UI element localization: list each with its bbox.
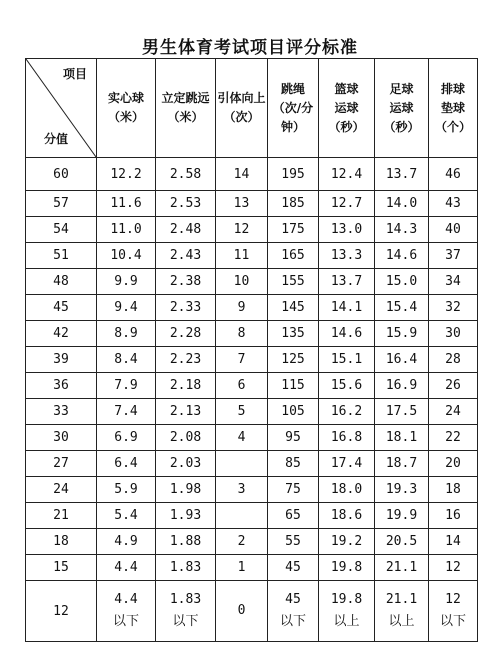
table-cell: 6.4 <box>97 451 156 477</box>
table-cell <box>319 581 375 642</box>
table-cell: 2.53 <box>156 191 216 217</box>
table-cell: 4.4 <box>97 555 156 581</box>
table-cell: 7.4 <box>97 399 156 425</box>
column-header: 足球 运球 （秒） <box>375 59 429 158</box>
score-cell: 36 <box>26 373 97 399</box>
column-header: 立定跳远 （米） <box>156 59 216 158</box>
table-row <box>26 158 478 191</box>
table-cell: 20 <box>429 451 478 477</box>
table-cell: 2.13 <box>156 399 216 425</box>
column-header: 引体向上 （次） <box>216 59 268 158</box>
table-row <box>26 295 478 321</box>
table-cell: 16.8 <box>319 425 375 451</box>
table-cell: 16.4 <box>375 347 429 373</box>
table-cell <box>97 581 156 642</box>
score-cell: 60 <box>26 158 97 191</box>
table-cell: 16.2 <box>319 399 375 425</box>
table-cell: 5 <box>216 399 268 425</box>
table-cell: 11.0 <box>97 217 156 243</box>
table-cell: 175 <box>268 217 319 243</box>
table-cell: 12.4 <box>319 158 375 191</box>
score-cell: 42 <box>26 321 97 347</box>
column-header: 排球 垫球 （个） <box>429 59 478 158</box>
table-cell: 16.9 <box>375 373 429 399</box>
table-cell: 15.9 <box>375 321 429 347</box>
table-row <box>26 503 478 529</box>
table-cell: 10 <box>216 269 268 295</box>
table-cell: 15.6 <box>319 373 375 399</box>
table-cell: 18.1 <box>375 425 429 451</box>
cell-value: 4.4 <box>114 592 138 607</box>
score-table <box>25 58 478 642</box>
table-cell <box>216 503 268 529</box>
table-cell: 37 <box>429 243 478 269</box>
table-cell: 14.3 <box>375 217 429 243</box>
table-row <box>26 269 478 295</box>
table-cell: 8 <box>216 321 268 347</box>
table-cell: 75 <box>268 477 319 503</box>
table-cell: 13.7 <box>319 269 375 295</box>
table-cell <box>375 581 429 642</box>
table-cell: 2.38 <box>156 269 216 295</box>
table-cell: 18.6 <box>319 503 375 529</box>
table-cell: 19.3 <box>375 477 429 503</box>
score-cell: 21 <box>26 503 97 529</box>
table-cell: 105 <box>268 399 319 425</box>
table-cell: 1.93 <box>156 503 216 529</box>
corner-header-cell <box>26 59 97 158</box>
cell-value: 0 <box>237 603 246 618</box>
table-cell: 115 <box>268 373 319 399</box>
table-cell: 19.9 <box>375 503 429 529</box>
table-cell: 155 <box>268 269 319 295</box>
table-cell: 2.43 <box>156 243 216 269</box>
table-cell: 8.4 <box>97 347 156 373</box>
table-cell: 12.2 <box>97 158 156 191</box>
table-cell: 2.48 <box>156 217 216 243</box>
table-cell: 26 <box>429 373 478 399</box>
table-cell: 2.33 <box>156 295 216 321</box>
table-cell: 17.5 <box>375 399 429 425</box>
cell-suffix: 以下 <box>279 614 306 629</box>
table-cell: 2.03 <box>156 451 216 477</box>
page-title: 男生体育考试项目评分标准 <box>142 38 358 58</box>
table-cell: 11.6 <box>97 191 156 217</box>
table-row <box>26 555 478 581</box>
column-header: 跳绳 （次/分 钟） <box>268 59 319 158</box>
table-cell: 3 <box>216 477 268 503</box>
cell-value: 21.1 <box>385 592 418 607</box>
table-cell: 15.4 <box>375 295 429 321</box>
corner-label-score: 分值 <box>44 132 69 146</box>
cell-value: 1.83 <box>169 592 202 607</box>
table-row <box>26 425 478 451</box>
table-cell: 19.2 <box>319 529 375 555</box>
table-cell: 30 <box>429 321 478 347</box>
score-cell: 51 <box>26 243 97 269</box>
cell-suffix: 以下 <box>172 614 199 629</box>
table-cell: 18.7 <box>375 451 429 477</box>
table-cell: 1.98 <box>156 477 216 503</box>
table-cell: 14 <box>429 529 478 555</box>
table-row <box>26 243 478 269</box>
table-cell: 2.23 <box>156 347 216 373</box>
table-cell: 14.6 <box>375 243 429 269</box>
table-cell: 6 <box>216 373 268 399</box>
table-cell: 13 <box>216 191 268 217</box>
table-cell: 40 <box>429 217 478 243</box>
table-cell: 7.9 <box>97 373 156 399</box>
table-cell: 9.9 <box>97 269 156 295</box>
table-cell: 1.88 <box>156 529 216 555</box>
table-cell: 7 <box>216 347 268 373</box>
table-cell: 13.0 <box>319 217 375 243</box>
table-row <box>26 191 478 217</box>
table-cell <box>216 581 268 642</box>
score-cell: 39 <box>26 347 97 373</box>
header-row <box>26 59 478 158</box>
table-cell: 20.5 <box>375 529 429 555</box>
table-cell: 55 <box>268 529 319 555</box>
table-cell: 2.08 <box>156 425 216 451</box>
table-cell: 46 <box>429 158 478 191</box>
table-cell: 14.0 <box>375 191 429 217</box>
table-cell: 5.4 <box>97 503 156 529</box>
score-cell: 48 <box>26 269 97 295</box>
table-cell: 12 <box>216 217 268 243</box>
table-cell <box>216 451 268 477</box>
corner-label-item: 项目 <box>62 67 87 81</box>
cell-suffix: 以上 <box>333 614 360 629</box>
table-row <box>26 451 478 477</box>
table-cell: 1.83 <box>156 555 216 581</box>
table-cell: 2.58 <box>156 158 216 191</box>
column-header: 实心球 （米） <box>97 59 156 158</box>
table-cell: 13.3 <box>319 243 375 269</box>
score-cell: 18 <box>26 529 97 555</box>
table-cell: 15.1 <box>319 347 375 373</box>
table-cell: 4.9 <box>97 529 156 555</box>
table-cell: 145 <box>268 295 319 321</box>
table-cell: 28 <box>429 347 478 373</box>
table-cell: 12.7 <box>319 191 375 217</box>
table-cell: 95 <box>268 425 319 451</box>
table-cell: 24 <box>429 399 478 425</box>
table-cell: 4 <box>216 425 268 451</box>
score-cell: 45 <box>26 295 97 321</box>
table-row <box>26 217 478 243</box>
table-row <box>26 321 478 347</box>
score-cell: 12 <box>26 581 97 642</box>
cell-suffix: 以上 <box>388 614 415 629</box>
table-cell: 13.7 <box>375 158 429 191</box>
cell-value: 12 <box>445 592 461 607</box>
table-cell: 19.8 <box>319 555 375 581</box>
column-header: 篮球 运球 （秒） <box>319 59 375 158</box>
score-cell: 27 <box>26 451 97 477</box>
table-cell <box>429 581 478 642</box>
table-row <box>26 581 478 642</box>
table-cell: 10.4 <box>97 243 156 269</box>
cell-value: 45 <box>285 592 301 607</box>
score-cell: 54 <box>26 217 97 243</box>
table-cell: 9.4 <box>97 295 156 321</box>
cell-suffix: 以下 <box>439 614 466 629</box>
table-cell: 12 <box>429 555 478 581</box>
table-row <box>26 347 478 373</box>
table-cell: 65 <box>268 503 319 529</box>
table-body <box>26 158 478 642</box>
table-cell: 8.9 <box>97 321 156 347</box>
table-cell: 165 <box>268 243 319 269</box>
table-cell: 32 <box>429 295 478 321</box>
table-cell: 185 <box>268 191 319 217</box>
table-cell: 125 <box>268 347 319 373</box>
table-cell: 16 <box>429 503 478 529</box>
table-cell: 45 <box>268 555 319 581</box>
table-cell: 21.1 <box>375 555 429 581</box>
table-cell: 34 <box>429 269 478 295</box>
table-cell: 85 <box>268 451 319 477</box>
table-cell: 135 <box>268 321 319 347</box>
table-cell <box>156 581 216 642</box>
table-row <box>26 373 478 399</box>
table-cell: 195 <box>268 158 319 191</box>
table-cell: 9 <box>216 295 268 321</box>
score-cell: 33 <box>26 399 97 425</box>
table-cell: 6.9 <box>97 425 156 451</box>
table-row <box>26 399 478 425</box>
score-cell: 30 <box>26 425 97 451</box>
table-cell: 2.18 <box>156 373 216 399</box>
table-cell: 2.28 <box>156 321 216 347</box>
score-cell: 24 <box>26 477 97 503</box>
table-cell: 15.0 <box>375 269 429 295</box>
table-cell: 2 <box>216 529 268 555</box>
table-cell: 18 <box>429 477 478 503</box>
table-cell: 43 <box>429 191 478 217</box>
table-cell: 5.9 <box>97 477 156 503</box>
table-cell: 18.0 <box>319 477 375 503</box>
score-cell: 15 <box>26 555 97 581</box>
table-cell: 14.1 <box>319 295 375 321</box>
cell-value: 19.8 <box>330 592 363 607</box>
table-cell: 17.4 <box>319 451 375 477</box>
table-cell: 1 <box>216 555 268 581</box>
table-row <box>26 477 478 503</box>
table-row <box>26 529 478 555</box>
table-cell: 14 <box>216 158 268 191</box>
cell-suffix: 以下 <box>112 614 139 629</box>
table-cell <box>268 581 319 642</box>
table-cell: 14.6 <box>319 321 375 347</box>
table-cell: 11 <box>216 243 268 269</box>
score-cell: 57 <box>26 191 97 217</box>
table-cell: 22 <box>429 425 478 451</box>
